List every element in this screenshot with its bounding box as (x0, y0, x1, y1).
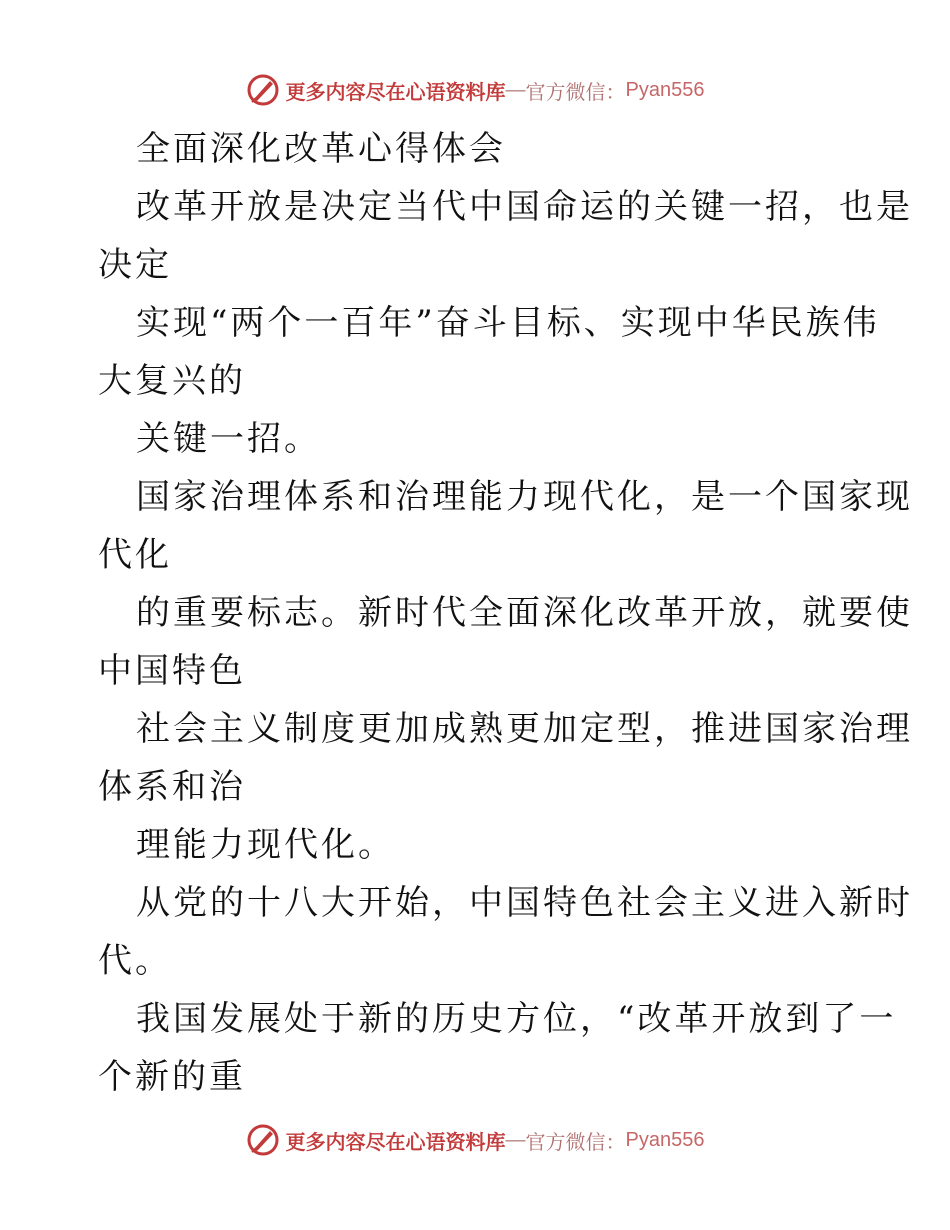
paragraph-line: 代。 (98, 941, 172, 981)
footer-banner (0, 1118, 950, 1162)
paragraph-line: 理能力现代化。 (136, 825, 395, 865)
quill-pen-circle-icon (246, 73, 280, 107)
banner-site-text: 更多内容尽在心语资料库 (285, 79, 506, 104)
paragraph-line: 的重要标志。新时代全面深化改革开放，就要使 (136, 593, 913, 633)
paragraph-line: 代化 (98, 535, 172, 575)
banner-wechat-label: 官方微信： (525, 79, 626, 104)
paragraph-line: 中国特色 (98, 651, 246, 691)
paragraph-line: 大复兴的 (98, 361, 246, 401)
paragraph-line: 关键一招。 (136, 419, 321, 459)
paragraph-line: 改革开放是决定当代中国命运的关键一招，也是 (136, 187, 913, 227)
paragraph-line: 个新的重 (98, 1057, 246, 1097)
quill-pen-circle-icon (246, 1123, 280, 1157)
paragraph-line: 决定 (98, 245, 172, 285)
header-banner (0, 68, 950, 112)
paragraph-line: 社会主义制度更加成熟更加定型，推进国家治理 (136, 709, 913, 749)
paragraph-line: 实现“两个一百年”奋斗目标、实现中华民族伟 (136, 303, 880, 343)
paragraph-line: 体系和治 (98, 767, 246, 807)
banner-wechat-id: Pyan556 (625, 78, 705, 101)
banner-site-text: 更多内容尽在心语资料库 (285, 1129, 506, 1154)
paragraph-line: 国家治理体系和治理能力现代化，是一个国家现 (136, 477, 913, 517)
paragraph-line: 我国发展处于新的历史方位，“改革开放到了一 (136, 999, 897, 1039)
banner-separator: — (505, 78, 526, 101)
document-title: 全面深化改革心得体会 (136, 129, 506, 169)
banner-wechat-label: 官方微信： (525, 1129, 626, 1154)
paragraph-line: 从党的十八大开始，中国特色社会主义进入新时 (136, 883, 913, 923)
banner-wechat-id: Pyan556 (625, 1128, 705, 1151)
document-body (98, 120, 913, 1106)
banner-separator: — (505, 1128, 526, 1151)
